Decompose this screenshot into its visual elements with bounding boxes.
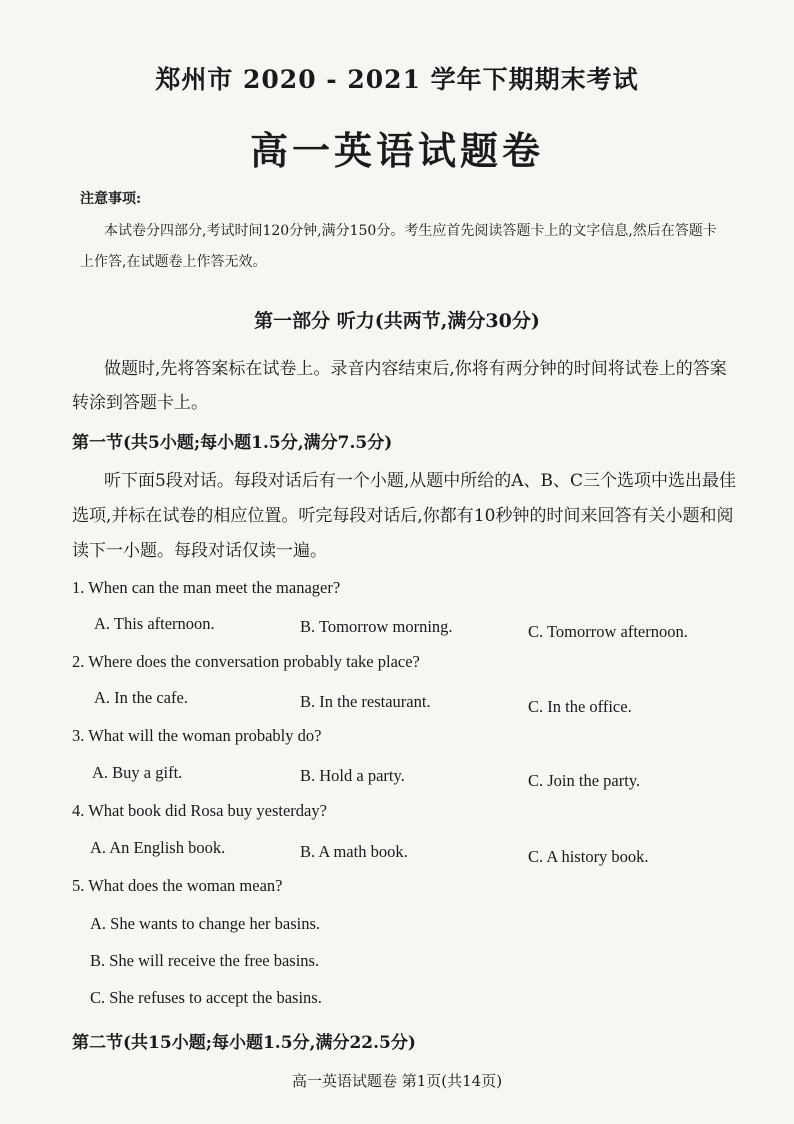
part1-title: 第一部分 听力(共两节,满分30分) — [254, 310, 540, 332]
exam-subtitle: 高一英语试题卷 — [249, 128, 544, 173]
question-1-option-a: A. This afternoon. — [94, 614, 215, 633]
question-4-option-a: A. An English book. — [90, 838, 226, 857]
question-3-option-b: B. Hold a party. — [300, 766, 405, 785]
question-1-option-c: C. Tomorrow afternoon. — [528, 622, 688, 641]
question-3: 3. What will the woman probably do? — [72, 726, 322, 745]
page-footer: 高一英语试题卷 第1页(共14页) — [291, 1072, 503, 1090]
section1-title: 第一节(共5小题;每小题1.5分,满分7.5分) — [72, 433, 393, 453]
question-5: 5. What does the woman mean? — [72, 876, 283, 895]
question-2-option-c: C. In the office. — [528, 697, 632, 716]
section2-title: 第二节(共15小题;每小题1.5分,满分22.5分) — [72, 1033, 416, 1053]
notice-heading: 注意事项: — [80, 191, 142, 207]
question-1: 1. When can the man meet the manager? — [72, 578, 341, 597]
question-2: 2. Where does the conversation probably take place? — [72, 652, 420, 671]
question-4-option-c: C. A history book. — [528, 847, 649, 866]
question-2-option-b: B. In the restaurant. — [300, 692, 431, 711]
question-1-option-b: B. Tomorrow morning. — [300, 617, 453, 636]
question-4: 4. What book did Rosa buy yesterday? — [72, 801, 327, 820]
question-2-option-a: A. In the cafe. — [94, 688, 188, 707]
exam-title: 郑州市 2020 - 2021 学年下期期末考试 — [155, 65, 639, 94]
question-5-option-b: B. She will receive the free basins. — [90, 951, 320, 970]
question-3-option-a: A. Buy a gift. — [92, 763, 183, 782]
question-5-option-c: C. She refuses to accept the basins. — [90, 988, 322, 1007]
notice-text: 本试卷分四部分,考试时间120分钟,满分150分。考生应首先阅读答题卡上的文字信息,然后在答题卡上作答,在试题卷上作答无效。 — [80, 223, 717, 270]
section1-intro: 听下面5段对话。每段对话后有一个小题,从题中所给的A、B、C三个选项中选出最佳选项,并标在试卷的相应位置。听完每段对话后,你都有10秒钟的时间来回答有关小题和阅读下一小题。每段对话仅读一遍。 — [72, 471, 736, 561]
part1-intro: 做题时,先将答案标在试卷上。录音内容结束后,你将有两分钟的时间将试卷上的答案转涂到答题卡上。 — [72, 359, 727, 413]
question-3-option-c: C. Join the party. — [528, 771, 641, 790]
question-5-option-a: A. She wants to change her basins. — [90, 914, 321, 933]
question-4-option-b: B. A math book. — [300, 842, 408, 861]
